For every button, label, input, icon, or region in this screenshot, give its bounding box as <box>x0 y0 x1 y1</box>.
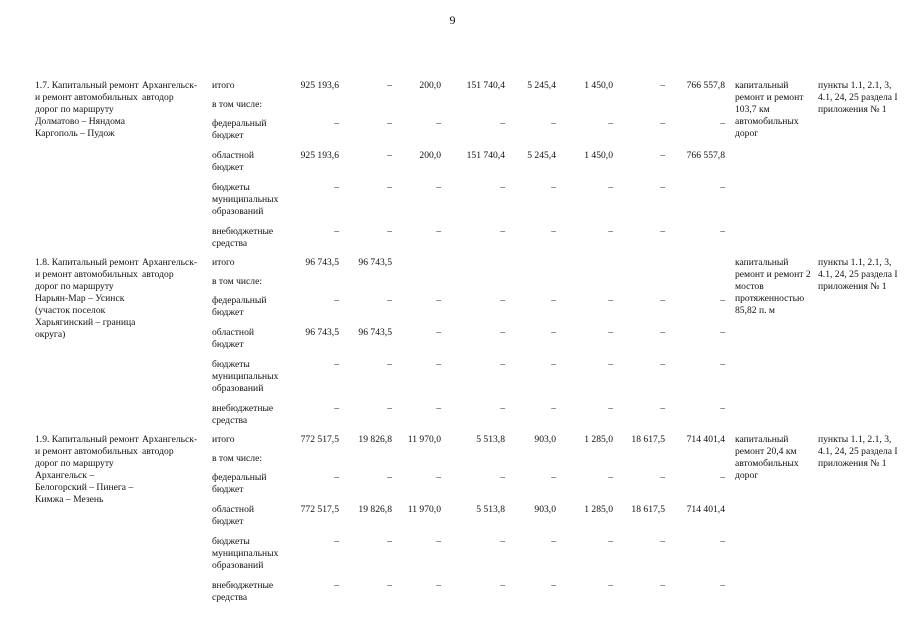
funding-source: итого <box>212 257 235 268</box>
amount-cell: – <box>660 472 665 483</box>
amount-cell: – <box>500 536 505 547</box>
amount-cell: – <box>551 403 556 414</box>
amount-cell: – <box>608 359 613 370</box>
amount-cell: – <box>660 327 665 338</box>
amount-cell: 11 970,0 <box>407 434 441 445</box>
amount-cell: 11 970,0 <box>407 504 441 515</box>
amount-cell: 5 245,4 <box>527 150 556 161</box>
amount-cell: – <box>608 472 613 483</box>
amount-cell: – <box>436 536 441 547</box>
amount-cell: – <box>608 403 613 414</box>
executor: Архангельск- автодор <box>142 257 198 280</box>
amount-cell: – <box>720 536 725 547</box>
amount-cell: 1 450,0 <box>584 80 613 91</box>
event-title: 1.8. Капитальный ремонт и ремонт автомобильных дорог по маршруту Нарьян-Мар – Усинск (участок поселок Харьягинский – граница округа) <box>35 257 139 340</box>
amount-cell: – <box>551 536 556 547</box>
amount-cell: – <box>387 118 392 129</box>
amount-cell: – <box>387 226 392 237</box>
amount-cell: – <box>720 580 725 591</box>
amount-cell: – <box>660 118 665 129</box>
amount-cell: – <box>720 118 725 129</box>
funding-source: внебюджетные средства <box>212 403 274 426</box>
amount-cell: – <box>660 359 665 370</box>
amount-cell: 96 743,5 <box>305 257 339 268</box>
amount-cell: – <box>500 226 505 237</box>
target-indicators: пункты 1.1, 2.1, 3, 4.1, 24, 25 раздела I приложения № 1 <box>818 80 898 115</box>
funding-source: итого <box>212 80 235 91</box>
amount-cell: – <box>660 150 665 161</box>
executor: Архангельск- автодор <box>142 434 198 457</box>
amount-cell: 925 193,6 <box>300 150 339 161</box>
amount-cell: 19 826,8 <box>358 434 392 445</box>
amount-cell: – <box>334 226 339 237</box>
amount-cell: – <box>334 118 339 129</box>
amount-cell: – <box>387 472 392 483</box>
amount-cell: – <box>387 403 392 414</box>
amount-cell: – <box>551 118 556 129</box>
amount-cell: – <box>660 295 665 306</box>
amount-cell: 200,0 <box>419 80 441 91</box>
amount-cell: – <box>334 359 339 370</box>
amount-cell: – <box>720 359 725 370</box>
amount-cell: – <box>608 295 613 306</box>
amount-cell: – <box>500 359 505 370</box>
funding-source: федеральный бюджет <box>212 295 267 318</box>
amount-cell: – <box>436 403 441 414</box>
amount-cell: – <box>660 182 665 193</box>
amount-cell: – <box>551 472 556 483</box>
amount-cell: 96 743,5 <box>305 327 339 338</box>
amount-cell: 903,0 <box>534 434 556 445</box>
amount-cell: 19 826,8 <box>358 504 392 515</box>
amount-cell: 772 517,5 <box>300 434 339 445</box>
amount-cell: – <box>720 182 725 193</box>
amount-cell: – <box>500 182 505 193</box>
funding-source: внебюджетные средства <box>212 580 274 603</box>
amount-cell: 5 245,4 <box>527 80 556 91</box>
target-indicators: пункты 1.1, 2.1, 3, 4.1, 24, 25 раздела I приложения № 1 <box>818 434 898 469</box>
amount-cell: 1 285,0 <box>584 434 613 445</box>
funding-source: бюджеты муниципальных образований <box>212 536 279 571</box>
amount-cell: 5 513,8 <box>476 434 505 445</box>
amount-cell: – <box>608 327 613 338</box>
funding-source: в том числе: <box>212 276 263 287</box>
event-title: 1.7. Капитальный ремонт и ремонт автомобильных дорог по маршруту Долматово – Няндома Каргополь – Пудож <box>35 80 139 139</box>
amount-cell: – <box>608 118 613 129</box>
amount-cell: – <box>334 580 339 591</box>
amount-cell: 200,0 <box>419 150 441 161</box>
amount-cell: – <box>720 403 725 414</box>
amount-cell: 772 517,5 <box>300 504 339 515</box>
amount-cell: – <box>500 327 505 338</box>
amount-cell: – <box>436 472 441 483</box>
amount-cell: – <box>500 472 505 483</box>
amount-cell: 766 557,8 <box>686 150 725 161</box>
funding-source: бюджеты муниципальных образований <box>212 359 279 394</box>
event-title: 1.9. Капитальный ремонт и ремонт автомобильных дорог по маршруту Архангельск – Белогорский – Пинега – Кимжа – Мезень <box>35 434 139 505</box>
amount-cell: – <box>660 226 665 237</box>
expected-result: капитальный ремонт и ремонт 2 мостов протяженностью 85,82 п. м <box>735 257 811 316</box>
funding-source: областной бюджет <box>212 327 255 350</box>
amount-cell: – <box>551 295 556 306</box>
funding-source: в том числе: <box>212 453 263 464</box>
funding-source: бюджеты муниципальных образований <box>212 182 279 217</box>
amount-cell: 714 401,4 <box>686 504 725 515</box>
expected-result: капитальный ремонт и ремонт 103,7 км автомобильных дорог <box>735 80 804 139</box>
amount-cell: – <box>436 295 441 306</box>
amount-cell: 714 401,4 <box>686 434 725 445</box>
amount-cell: – <box>720 327 725 338</box>
amount-cell: – <box>551 580 556 591</box>
amount-cell: 766 557,8 <box>686 80 725 91</box>
amount-cell: – <box>334 536 339 547</box>
amount-cell: – <box>551 182 556 193</box>
amount-cell: – <box>608 580 613 591</box>
amount-cell: – <box>660 580 665 591</box>
amount-cell: 925 193,6 <box>300 80 339 91</box>
amount-cell: – <box>608 226 613 237</box>
amount-cell: – <box>500 118 505 129</box>
amount-cell: – <box>387 580 392 591</box>
amount-cell: – <box>387 182 392 193</box>
executor: Архангельск- автодор <box>142 80 198 103</box>
amount-cell: 96 743,5 <box>358 257 392 268</box>
amount-cell: 151 740,4 <box>466 150 505 161</box>
amount-cell: – <box>551 359 556 370</box>
amount-cell: – <box>720 472 725 483</box>
amount-cell: – <box>720 226 725 237</box>
funding-source: итого <box>212 434 235 445</box>
target-indicators: пункты 1.1, 2.1, 3, 4.1, 24, 25 раздела I приложения № 1 <box>818 257 898 292</box>
funding-source: в том числе: <box>212 99 263 110</box>
funding-source: федеральный бюджет <box>212 118 267 141</box>
amount-cell: – <box>334 403 339 414</box>
amount-cell: – <box>436 359 441 370</box>
amount-cell: – <box>387 359 392 370</box>
amount-cell: – <box>436 118 441 129</box>
amount-cell: 5 513,8 <box>476 504 505 515</box>
amount-cell: 903,0 <box>534 504 556 515</box>
funding-source: федеральный бюджет <box>212 472 267 495</box>
funding-source: областной бюджет <box>212 504 255 527</box>
amount-cell: – <box>334 295 339 306</box>
amount-cell: – <box>334 182 339 193</box>
amount-cell: – <box>436 226 441 237</box>
amount-cell: – <box>660 403 665 414</box>
amount-cell: – <box>387 536 392 547</box>
expected-result: капитальный ремонт 20,4 км автомобильных дорог <box>735 434 799 481</box>
amount-cell: 18 617,5 <box>631 504 665 515</box>
amount-cell: 151 740,4 <box>466 80 505 91</box>
amount-cell: – <box>608 182 613 193</box>
amount-cell: – <box>500 295 505 306</box>
amount-cell: – <box>500 403 505 414</box>
amount-cell: 1 285,0 <box>584 504 613 515</box>
amount-cell: – <box>551 226 556 237</box>
amount-cell: – <box>436 580 441 591</box>
amount-cell: – <box>387 80 392 91</box>
amount-cell: – <box>436 182 441 193</box>
amount-cell: 96 743,5 <box>358 327 392 338</box>
amount-cell: – <box>551 327 556 338</box>
funding-source: внебюджетные средства <box>212 226 274 249</box>
amount-cell: – <box>387 295 392 306</box>
amount-cell: – <box>500 580 505 591</box>
amount-cell: – <box>660 536 665 547</box>
amount-cell: – <box>720 295 725 306</box>
amount-cell: – <box>608 536 613 547</box>
amount-cell: – <box>334 472 339 483</box>
amount-cell: – <box>436 327 441 338</box>
amount-cell: – <box>387 150 392 161</box>
amount-cell: 18 617,5 <box>631 434 665 445</box>
amount-cell: – <box>660 80 665 91</box>
amount-cell: 1 450,0 <box>584 150 613 161</box>
page-number: 9 <box>449 13 456 27</box>
funding-source: областной бюджет <box>212 150 255 173</box>
